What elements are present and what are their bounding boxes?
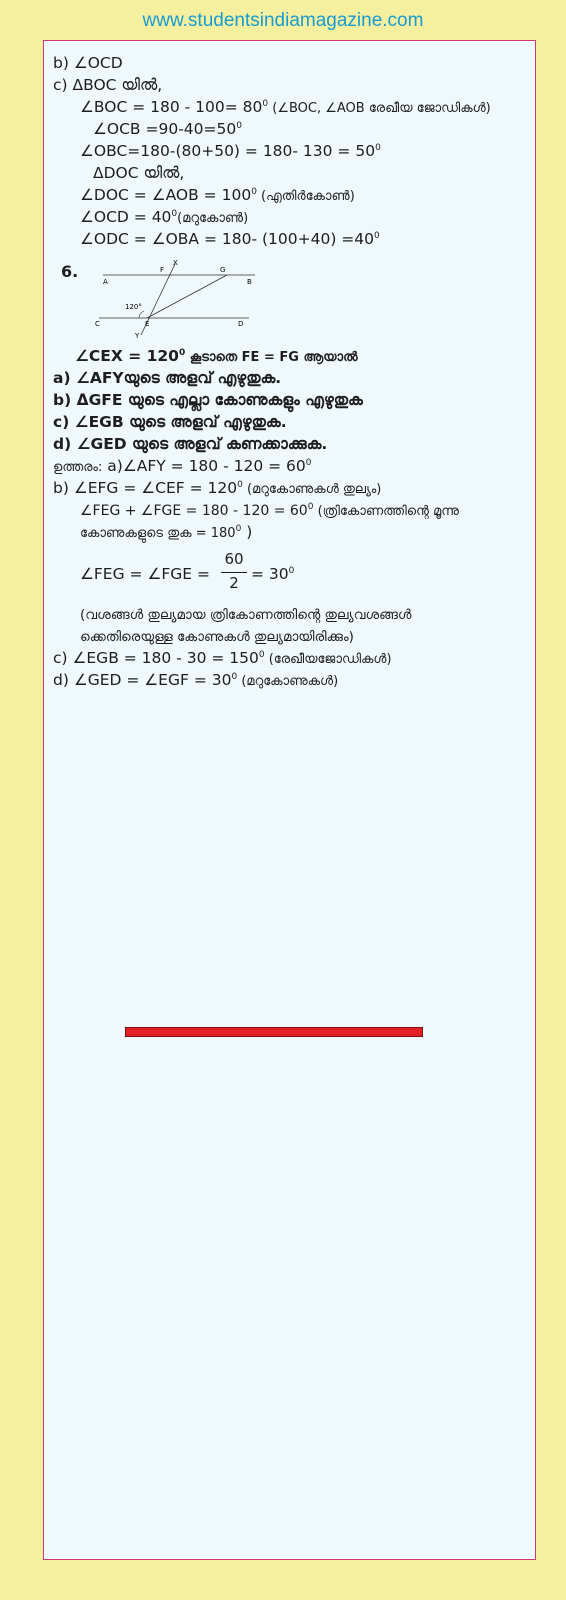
answer-b-line: b) ∠EFG = ∠CEF = $120^0$ (മറുകോണുകൾ തുല്യം) xyxy=(53,479,382,497)
site-url[interactable]: www.studentsindiamagazine.com xyxy=(142,10,424,31)
degree-superscript: 0 xyxy=(237,479,243,490)
answer-line-c: c) ΔBOC യിൽ, xyxy=(53,76,163,94)
question-part-a: a) ∠AFYയുടെ അളവ് എഴുതുക. xyxy=(53,369,282,387)
answer-c: c) ∠EGB = $180 - 30 = 150^0$ (രേഖീയജോഡികൾ) xyxy=(53,649,392,667)
answer-line: ∠OCB $=90-40=50^0$ xyxy=(93,120,242,138)
question-part-d: d) ∠GED യുടെ അളവ് കണക്കാക്കുക. xyxy=(53,435,328,453)
answer-a: ഉത്തരം: a)∠AFY = $180 - 120 = 60^0$ xyxy=(53,457,312,475)
fraction-numerator: 60 xyxy=(224,550,244,568)
answer-b-note: (വശങ്ങൾ തുല്യമായ ത്രികോണത്തിന്റെ തുല്യവശങ്ങൾ xyxy=(80,607,412,623)
degree-superscript: 0 xyxy=(231,671,238,682)
answer-b-line: ∠FEG = ∠FGE = xyxy=(80,565,210,583)
answer-line: ∠BOC = $180 - 100= 80^0$ (∠BOC, ∠AOB രേഖീയ ജോഡികൾ) xyxy=(80,98,491,116)
answer-line: ∠OBC=180-(80+50) = 180- $130 = 50^0$ xyxy=(80,142,381,160)
label-b: B xyxy=(247,278,252,286)
degree-superscript: 0 xyxy=(258,649,265,660)
degree-superscript: 0 xyxy=(178,347,186,358)
answer-line-b: b) ∠OCD xyxy=(53,54,123,72)
degree-superscript: 0 xyxy=(251,186,257,197)
geometry-figure xyxy=(95,258,265,340)
question-part-b: b) ΔGFE യുടെ എല്ലാ കോണുകളും എഴുതുക xyxy=(53,391,363,409)
red-divider-bar xyxy=(125,1027,423,1037)
degree-superscript: 0 xyxy=(171,208,178,219)
label-c: C xyxy=(95,320,100,328)
fraction xyxy=(221,550,247,594)
answer-line: ∠OCD = $40^0(മറുകോൺ)$ xyxy=(80,208,249,226)
fraction-denominator: 2 xyxy=(229,574,239,592)
answer-b-note: ക്കെതിരെയുള്ള കോണുകൾ തുല്യമായിരിക്കും) xyxy=(80,629,354,645)
label-angle: 120° xyxy=(125,303,142,311)
degree-superscript: 0 xyxy=(305,457,312,468)
label-a: A xyxy=(103,278,108,286)
answer-b-line: ∠FEG + ∠FGE = $180 - 120 = 60^0$ (ത്രികോണത്തിന്റെ മൂന്നു xyxy=(80,501,459,519)
label-y: Y xyxy=(135,332,140,340)
label-d: D xyxy=(238,320,244,328)
answer-b-line: കോണുകളുടെ തുക = $180^0$ ) xyxy=(80,523,253,541)
fraction-bar xyxy=(221,572,247,573)
label-g: G xyxy=(220,266,226,274)
degree-superscript: 0 xyxy=(235,523,242,534)
question-part-c: c) ∠EGB യുടെ അളവ് എഴുതുക. xyxy=(53,413,287,431)
angle-arc xyxy=(139,311,144,318)
label-x: X xyxy=(173,259,178,267)
degree-superscript: 0 xyxy=(262,98,269,109)
answer-line: ∠DOC = ∠AOB = $100^0$ (എതിർകോൺ) xyxy=(80,186,355,204)
answer-line: ∠ODC = ∠OBA = 180- $(100+40) =40^0$ xyxy=(80,230,380,248)
label-f: F xyxy=(160,266,165,274)
degree-superscript: 0 xyxy=(236,120,242,131)
degree-superscript: 0 xyxy=(375,142,381,153)
degree-superscript: 0 xyxy=(307,501,314,512)
question-statement: ∠CEX = $120^0$ കൂടാതെ FE = FG ആയാൽ xyxy=(75,347,358,365)
question-number: 6. xyxy=(61,262,79,281)
label-e: E xyxy=(145,320,150,328)
answer-b-line: = $30^0$ xyxy=(251,565,295,583)
degree-superscript: 0 xyxy=(288,565,295,576)
answer-d: d) ∠GED = ∠EGF = $30^0$ (മറുകോണുകൾ) xyxy=(53,671,339,689)
answer-line: ΔDOC യിൽ, xyxy=(93,164,185,182)
degree-superscript: 0 xyxy=(374,230,380,241)
